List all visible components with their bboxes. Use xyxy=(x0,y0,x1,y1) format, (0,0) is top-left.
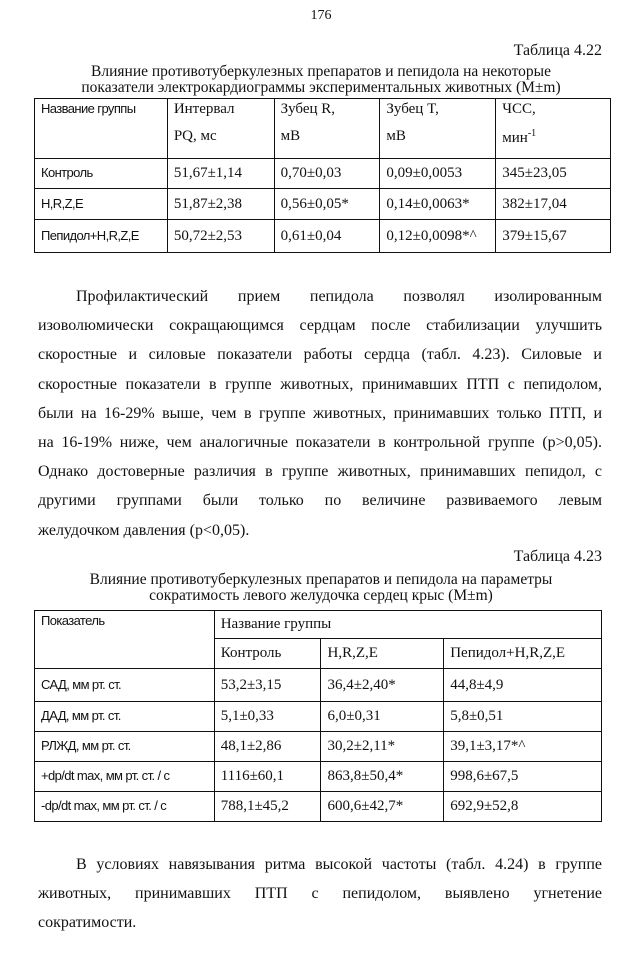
text-line: Профилактический прием пепидола позволял изолированным xyxy=(76,288,602,305)
cell: -dp/dt max, мм рт. ст. / с xyxy=(35,792,215,822)
text-line: скоростные показатели в группе животных, принимавших ПТП с пепидолом, xyxy=(38,375,602,393)
cell: 0,09±0,0053 xyxy=(380,159,496,189)
subheader-hrze: H,R,Z,E xyxy=(321,639,444,669)
text-line: желудочком давления (p<0,05). xyxy=(38,521,250,539)
cell: 0,70±0,03 xyxy=(274,159,380,189)
cell: 39,1±3,17*^ xyxy=(444,732,602,762)
table-row xyxy=(35,702,602,732)
table-row xyxy=(35,732,602,762)
table-4-22 xyxy=(34,98,611,253)
cell: H,R,Z,E xyxy=(35,189,168,220)
header-pq: Интервал PQ, мс xyxy=(167,99,274,159)
page-number: 176 xyxy=(310,8,332,23)
table-header-row xyxy=(35,611,602,639)
text-line: Однако достоверные различия в группе животных, принимавших пепидол, с xyxy=(38,463,602,481)
header-t-wave: Зубец T, мВ xyxy=(380,99,496,159)
text-line: В условиях навязывания ритма высокой частоты (табл. 4.24) в группе xyxy=(76,856,602,873)
table-row xyxy=(35,159,611,189)
cell: Контроль xyxy=(35,159,168,189)
cell: Пепидол+H,R,Z,E xyxy=(35,220,168,253)
cell: 6,0±0,31 xyxy=(321,702,444,732)
cell: 53,2±3,15 xyxy=(214,669,321,702)
subheader-pepidol-hrze: Пепидол+H,R,Z,E xyxy=(444,639,602,669)
cell: 1116±60,1 xyxy=(214,762,321,792)
text-line: на 16-19% ниже, чем аналогичные показатели в контрольной группе (p>0,05). xyxy=(38,433,602,451)
cell: 48,1±2,86 xyxy=(214,732,321,762)
cell: САД, мм рт. ст. xyxy=(35,669,215,702)
caption-line: Влияние противотуберкулезных препаратов и пепидола на некоторые xyxy=(91,63,551,80)
cell: 692,9±52,8 xyxy=(444,792,602,822)
cell: ДАД, мм рт. ст. xyxy=(35,702,215,732)
cell: 51,87±2,38 xyxy=(167,189,274,220)
cell: 600,6±42,7* xyxy=(321,792,444,822)
text-line: были на 16-29% выше, чем в группе животных, принимавших только ПТП, и xyxy=(38,404,602,422)
cell: 0,12±0,0098*^ xyxy=(380,220,496,253)
body-paragraph-2 xyxy=(38,850,602,938)
table-4-23 xyxy=(34,610,602,822)
cell: 863,8±50,4* xyxy=(321,762,444,792)
cell: 788,1±45,2 xyxy=(214,792,321,822)
caption-line: показатели электрокардиограммы экспериментальных животных (M±m) xyxy=(81,79,561,96)
cell: 5,8±0,51 xyxy=(444,702,602,732)
table-4-23-label: Таблица 4.23 xyxy=(513,548,602,565)
cell: 998,6±67,5 xyxy=(444,762,602,792)
cell: РЛЖД, мм рт. ст. xyxy=(35,732,215,762)
caption-line: сократимость левого желудочка сердец крыс (M±m) xyxy=(149,587,493,604)
cell: 0,61±0,04 xyxy=(274,220,380,253)
subheader-control: Контроль xyxy=(214,639,321,669)
cell: 50,72±2,53 xyxy=(167,220,274,253)
table-row xyxy=(35,762,602,792)
table-row xyxy=(35,792,602,822)
table-4-22-caption xyxy=(20,64,622,96)
cell: 382±17,04 xyxy=(496,189,611,220)
caption-line: Влияние противотуберкулезных препаратов и пепидола на параметры xyxy=(89,571,553,588)
header-indicator: Показатель xyxy=(35,611,215,669)
table-4-23-caption xyxy=(20,572,622,604)
header-r-wave: Зубец R, мВ xyxy=(274,99,380,159)
table-header-row xyxy=(35,99,611,159)
text-line: изоволюмически сокращающимся сердцам после стабилизации улучшить xyxy=(38,317,602,335)
header-group-name: Название группы xyxy=(214,611,601,639)
text-line: сократимости. xyxy=(38,914,137,932)
cell: 0,56±0,05* xyxy=(274,189,380,220)
table-row xyxy=(35,669,602,702)
table-4-22-label: Таблица 4.22 xyxy=(513,42,602,59)
header-group-name: Название группы xyxy=(35,99,168,159)
cell: 44,8±4,9 xyxy=(444,669,602,702)
cell: 345±23,05 xyxy=(496,159,611,189)
cell: 379±15,67 xyxy=(496,220,611,253)
text-line: другими группами были только по величине развиваемого левым xyxy=(38,492,602,510)
text-line: скоростные и силовые показатели работы сердца (табл. 4.23). Силовые и xyxy=(38,346,602,364)
cell: 30,2±2,11* xyxy=(321,732,444,762)
cell: 51,67±1,14 xyxy=(167,159,274,189)
text-line: животных, принимавших ПТП с пепидолом, выявлено угнетение xyxy=(38,885,602,903)
table-row xyxy=(35,220,611,253)
header-hr: ЧСС, мин$^{-1}$ xyxy=(496,99,611,159)
body-paragraph-1 xyxy=(38,282,602,545)
table-row xyxy=(35,189,611,220)
cell: +dp/dt max, мм рт. ст. / с xyxy=(35,762,215,792)
cell: 36,4±2,40* xyxy=(321,669,444,702)
cell: 0,14±0,0063* xyxy=(380,189,496,220)
cell: 5,1±0,33 xyxy=(214,702,321,732)
